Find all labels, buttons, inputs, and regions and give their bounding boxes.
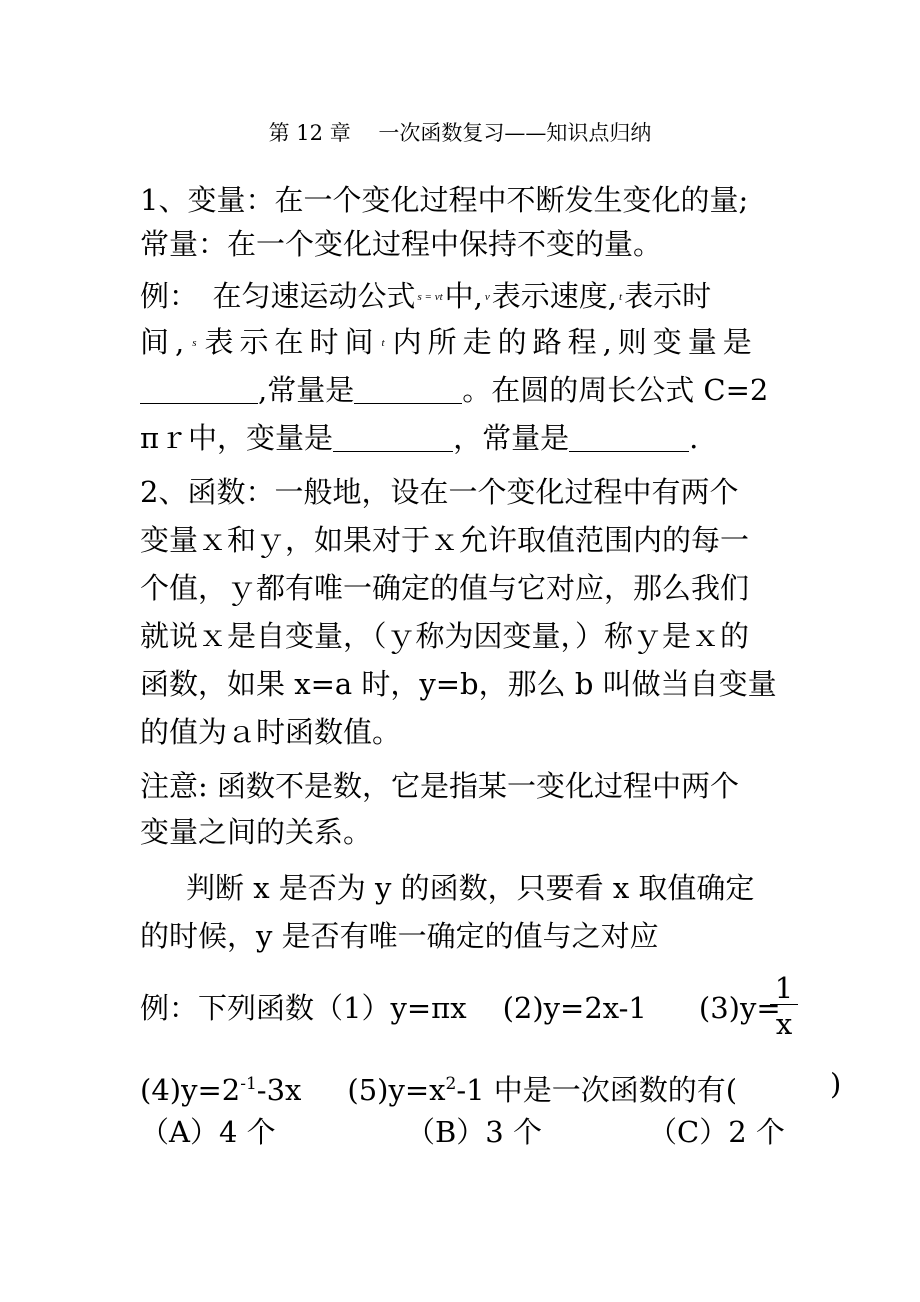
fill-blank-variable[interactable] — [140, 373, 258, 404]
section2-line6: 的值为ａ时函数值。 — [140, 715, 402, 749]
example2-line1: 例：下列函数（1）y=πx (2)y=2x-1 (3)y= — [140, 991, 781, 1025]
note-line1: 注意: 函数不是数，它是指某一变化过程中两个 — [140, 769, 739, 803]
example2-line2: $(4)y=2^{-1}-3x$ $(5)y=x^2-1$ 中是一次函数的有( — [140, 1073, 738, 1107]
example1-line3: ,常量是 。在圆的周长公式 C=2 — [140, 370, 768, 410]
choice-c[interactable]: （C）2 个 — [648, 1115, 785, 1149]
example1-line2: 间, $^s$表示在时间 $^t$内所走的路程,则变量是 — [140, 325, 758, 359]
section2-line3: 个值，ｙ都有唯一确定的值与它对应，那么我们 — [140, 571, 750, 605]
symbol-t: t — [619, 291, 623, 303]
judge-line2: 的时候，y 是否有唯一确定的值与之对应 — [140, 919, 659, 953]
page-title: 第 12 章 一次函数复习——知识点归纳 — [268, 121, 652, 145]
symbol-t-2: t — [381, 337, 391, 349]
fill-blank-circle-variable[interactable] — [333, 421, 453, 452]
symbol-s: s — [192, 337, 203, 349]
section2-line2: 变量ｘ和ｙ，如果对于ｘ允许取值范围内的每一 — [140, 523, 750, 557]
note-line2: 变量之间的关系。 — [140, 815, 373, 849]
fraction-1-over-x: 1 x — [770, 972, 798, 1043]
fill-blank-constant[interactable] — [354, 373, 462, 404]
section2-line4: 就说ｘ是自变量，（ｙ称为因变量，）称ｙ是ｘ的 — [140, 619, 750, 653]
symbol-v: v — [484, 291, 490, 303]
choice-a[interactable]: （A）4 个 — [140, 1115, 276, 1149]
answer-bracket-close: ) — [830, 1067, 842, 1101]
judge-line1: 判断 x 是否为 y 的函数，只要看 x 取值确定 — [186, 871, 755, 905]
formula-s-vt: s = vt — [417, 291, 443, 303]
section1-constant-definition: 常量：在一个变化过程中保持不变的量。 — [140, 227, 663, 261]
example1-line4: πｒ中，变量是 ，常量是 . — [140, 421, 699, 455]
fill-blank-circle-constant[interactable] — [569, 421, 689, 452]
choice-b[interactable]: （B）3 个 — [406, 1115, 542, 1149]
section1-variable-definition: 1、变量：在一个变化过程中不断发生变化的量; — [140, 183, 749, 217]
section2-line5: 函数，如果 x=a 时，y=b，那么 b 叫做当自变量 — [140, 667, 777, 701]
example1-line1: 例： 在匀速运动公式 $^{s = vt}$中, $^v$表示速度, $^t$表示时 — [140, 279, 712, 313]
section2-line1: 2、函数：一般地，设在一个变化过程中有两个 — [140, 475, 739, 509]
